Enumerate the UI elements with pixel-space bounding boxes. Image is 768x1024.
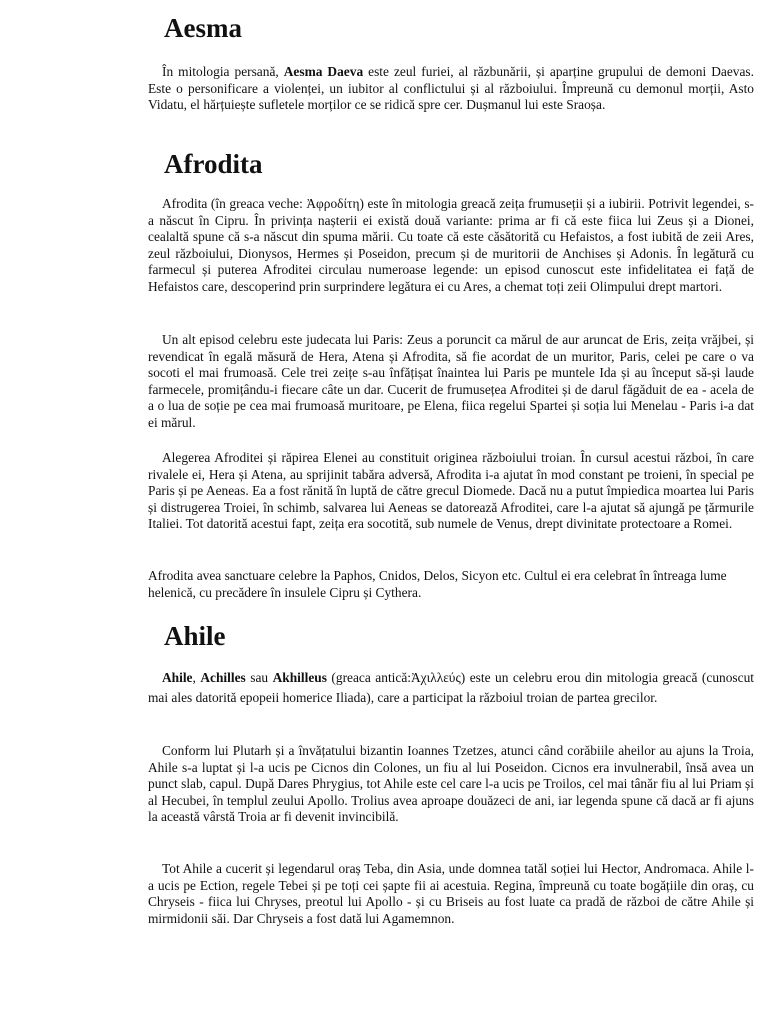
paragraph (148, 196, 754, 296)
paragraph (148, 743, 754, 826)
text-run: Alegerea Afroditei și răpirea Elenei au constituit originea războiului troian. În cursul acestui război, în care rivalele ei, Hera și Atena, au sprijinit tabăra adversă, Afrodita i-a ajutat în mod constant pe troieni, în special pe Paris și pe Aeneas. Ea a fost rănită în luptă de către grecul Diomede. Dacă nu a putut împiedica moartea lui Paris și distrugerea Troiei, în schimb, salvarea lui Aeneas se datorează Afroditei, care l-a ajutat să ajungă pe țărmurile Italiei. Tot datorită acestui fapt, zeița era socotită, sub numele de Venus, drept divinitate protectoare a Romei. (148, 450, 754, 532)
bold-term: Achilles (200, 670, 246, 685)
text-run: În mitologia persană, (162, 64, 284, 79)
paragraph (148, 64, 754, 114)
paragraph (148, 861, 754, 927)
text-run: Afrodita avea sanctuare celebre la Paphos, Cnidos, Delos, Sicyon etc. Cultul ei era celebrat în întreaga lume helenică, cu precădere în insulele Cipru și Cythera. (148, 568, 727, 600)
text-run: sau (245, 670, 273, 685)
paragraph (148, 668, 754, 708)
paragraph (148, 332, 754, 432)
text-run: Conform lui Plutarh și a învățatului bizantin Ioannes Tzetzes, atunci când corăbiile aheilor au ajuns la Troia, Ahile s-a luptat și l-a ucis pe Cicnos din Colones, un fiu al lui Poseidon. Cicnos era invulnerabil, însă avea un punct slab, capul. După Dares Phrygius, tot Ahile este cel care l-a ucis pe Troilos, cel mai tânăr fiu al lui Priam și al Hecubei, în templul zeului Apollo. Trolius avea aproape douăzeci de ani, iar legenda spune că dacă ar fi ajuns la această vârstă Troia ar fi devenit invincibilă. (148, 743, 754, 825)
bold-term: Aesma Daeva (283, 64, 364, 79)
section-title-aesma: Aesma (164, 13, 242, 43)
text-run: Afrodita (în greaca veche: Ἀφροδίτη) este în mitologia greacă zeița frumuseții și a iubirii. Potrivit legendei, s-a născut în Cipru. În privința nașterii ei există două variante: prima ar fi că este fiica lui Zeus și a Dionei, cealaltă spune că s-a născut din spuma mării. Cu toate că este căsătorită cu Hefaistos, a fost iubită de zeii Ares, zeul războiului, Dionysos, Hermes și Poseidon, precum și de muritorii de Anchises și Adonis. În legătură cu farmecul și puterea Afroditei circulau numeroase legende: un episod cunoscut este infidelitatea ei față de Hefaistos care, descoperind prin surprindere legătura ei cu Ares, a chemat toți zeii Olimpului drept martori. (148, 196, 754, 294)
paragraph (148, 450, 754, 533)
text-run: Tot Ahile a cucerit și legendarul oraș Teba, din Asia, unde domnea tatăl soției lui Hector, Andromaca. Ahile l-a ucis pe Ection, regele Tebei și pe toți cei șapte fii ai acestuia. Regina, împreună cu toate bogățiile din oraș, cu Chryseis - fiica lui Chryses, preotul lui Apollo - și cu Briseis au fost luate ca pradă de război de către Ahile și mirmidonii săi. Dar Chryseis a fost dată lui Agamemnon. (148, 861, 754, 926)
bold-term: Akhilleus (272, 670, 327, 685)
bold-term: Ahile (162, 670, 193, 685)
text-run: este zeul furiei, al răzbunării, și aparține grupului de demoni Daevas. Este o personificare a violenței, un iubitor al conflictului și al războiului. Împreună cu demonul morții, Asto Vidatu, el hărțuiește sufletele morților ce se ridică spre cer. Dușmanul lui este Sraoșa. (148, 64, 754, 113)
text-run: , (192, 670, 201, 685)
section-title-ahile: Ahile (164, 621, 226, 651)
paragraph (148, 568, 748, 601)
text-run: Un alt episod celebru este judecata lui Paris: Zeus a poruncit ca mărul de aur aruncat de Eris, zeița vrăjbei, și revendicat în egală măsură de Hera, Atena și Afrodita, să fie acordat de un muritor, Paris, celei pe care o va socoti el mai frumoasă. Cele trei zeițe s-au înfățișat înaintea lui Paris pe muntele Ida și au început să-și laude farmecele, promițându-i fiecare câte un dar. Cucerit de frumusețea Afroditei și de darul făgăduit de ea - acela de a o lua de soție pe cea mai frumoasă muritoare, pe Elena, fiica regelui Spartei și soția lui Menelau - Paris i-a dat ei mărul. (148, 332, 754, 430)
section-title-afrodita: Afrodita (164, 149, 263, 179)
text-run: (greaca antică:Ἀχιλλεύς) este un celebru erou din mitologia greacă (cunoscut mai ales datorită epopeii homerice Iliada), care a participat la războiul troian de partea grecilor. (148, 670, 754, 705)
